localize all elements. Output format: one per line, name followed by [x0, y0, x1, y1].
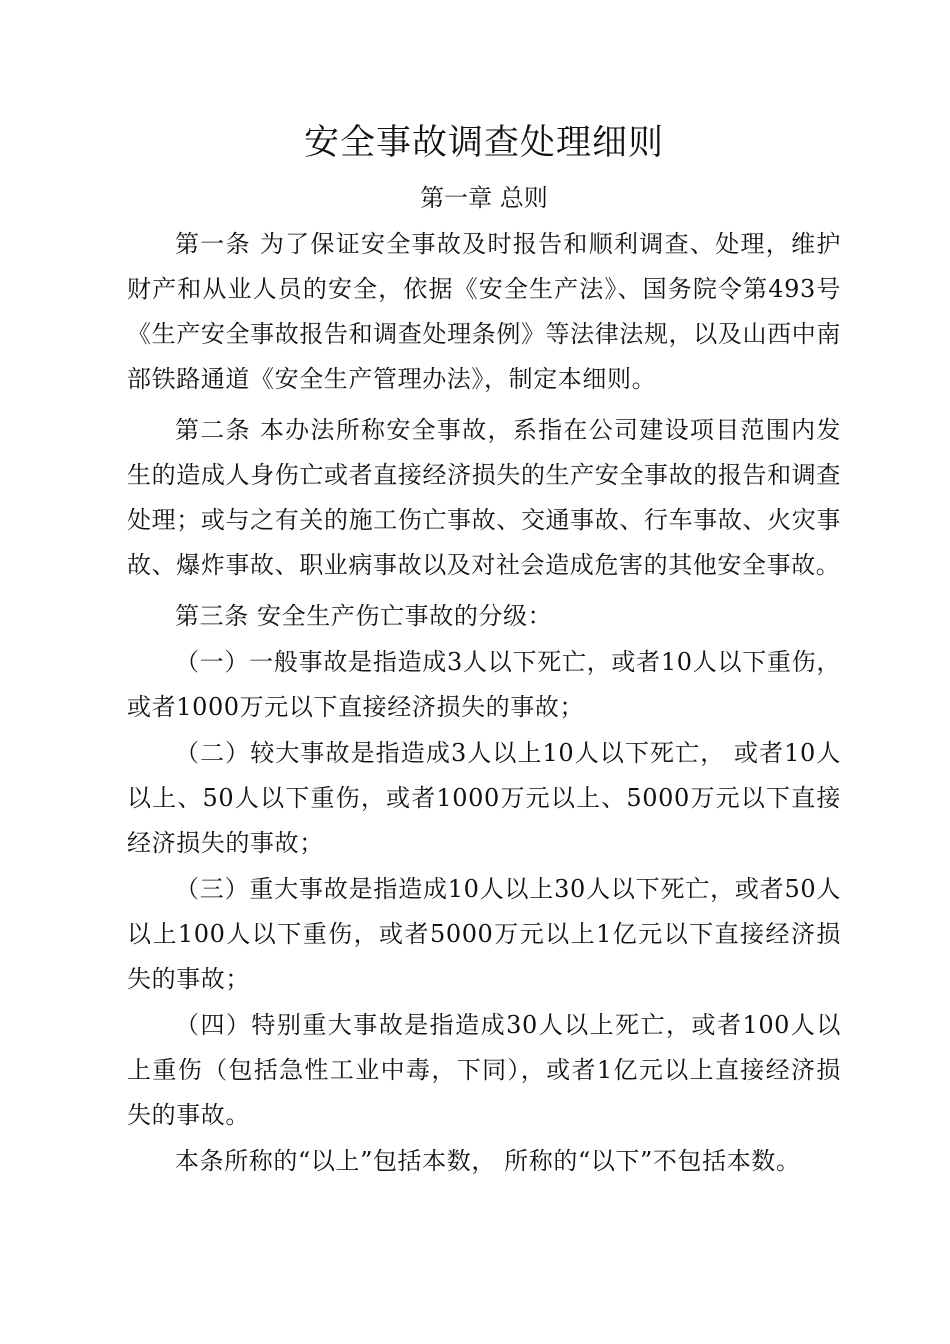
document-body [127, 222, 841, 1184]
level-3-paragraph: （三）重大事故是指造成10人以上30人以下死亡，或者50人以上100人以下重伤，或者5000万元以上1亿元以下直接经济损失的事故； [127, 875, 841, 993]
level-4-paragraph: （四）特别重大事故是指造成30人以上死亡，或者100人以上重伤（包括急性工业中毒，下同），或者1亿元以上直接经济损失的事故。 [127, 1011, 841, 1129]
article-2-paragraph: 第二条 本办法所称安全事故，系指在公司建设项目范围内发生的造成人身伤亡或者直接经济损失的生产安全事故的报告和调查处理；或与之有关的施工伤亡事故、交通事故、行车事故、火灾事故、爆炸事故、职业病事故以及对社会造成危害的其他安全事故。 [127, 416, 841, 579]
article-1-paragraph: 第一条 为了保证安全事故及时报告和顺利调查、处理，维护财产和从业人员的安全，依据《安全生产法》、国务院令第493号《生产安全事故报告和调查处理条例》等法律法规，以及山西中南部铁路通道《安全生产管理办法》，制定本细则。 [127, 230, 841, 393]
chapter-heading: 第一章 总则 [420, 184, 548, 212]
level-1-paragraph: （一）一般事故是指造成3人以下死亡，或者10人以下重伤，或者1000万元以下直接经济损失的事故； [127, 648, 841, 721]
level-2-paragraph: （二）较大事故是指造成3人以上10人以下死亡， 或者10人以上、50人以下重伤，或者1000万元以上、5000万元以下直接经济损失的事故； [127, 739, 841, 857]
definition-note-paragraph: 本条所称的“以上”包括本数， 所称的“以下”不包括本数。 [175, 1147, 801, 1175]
document-title: 安全事故调查处理细则 [303, 123, 664, 163]
article-3-paragraph: 第三条 安全生产伤亡事故的分级： [175, 602, 553, 630]
